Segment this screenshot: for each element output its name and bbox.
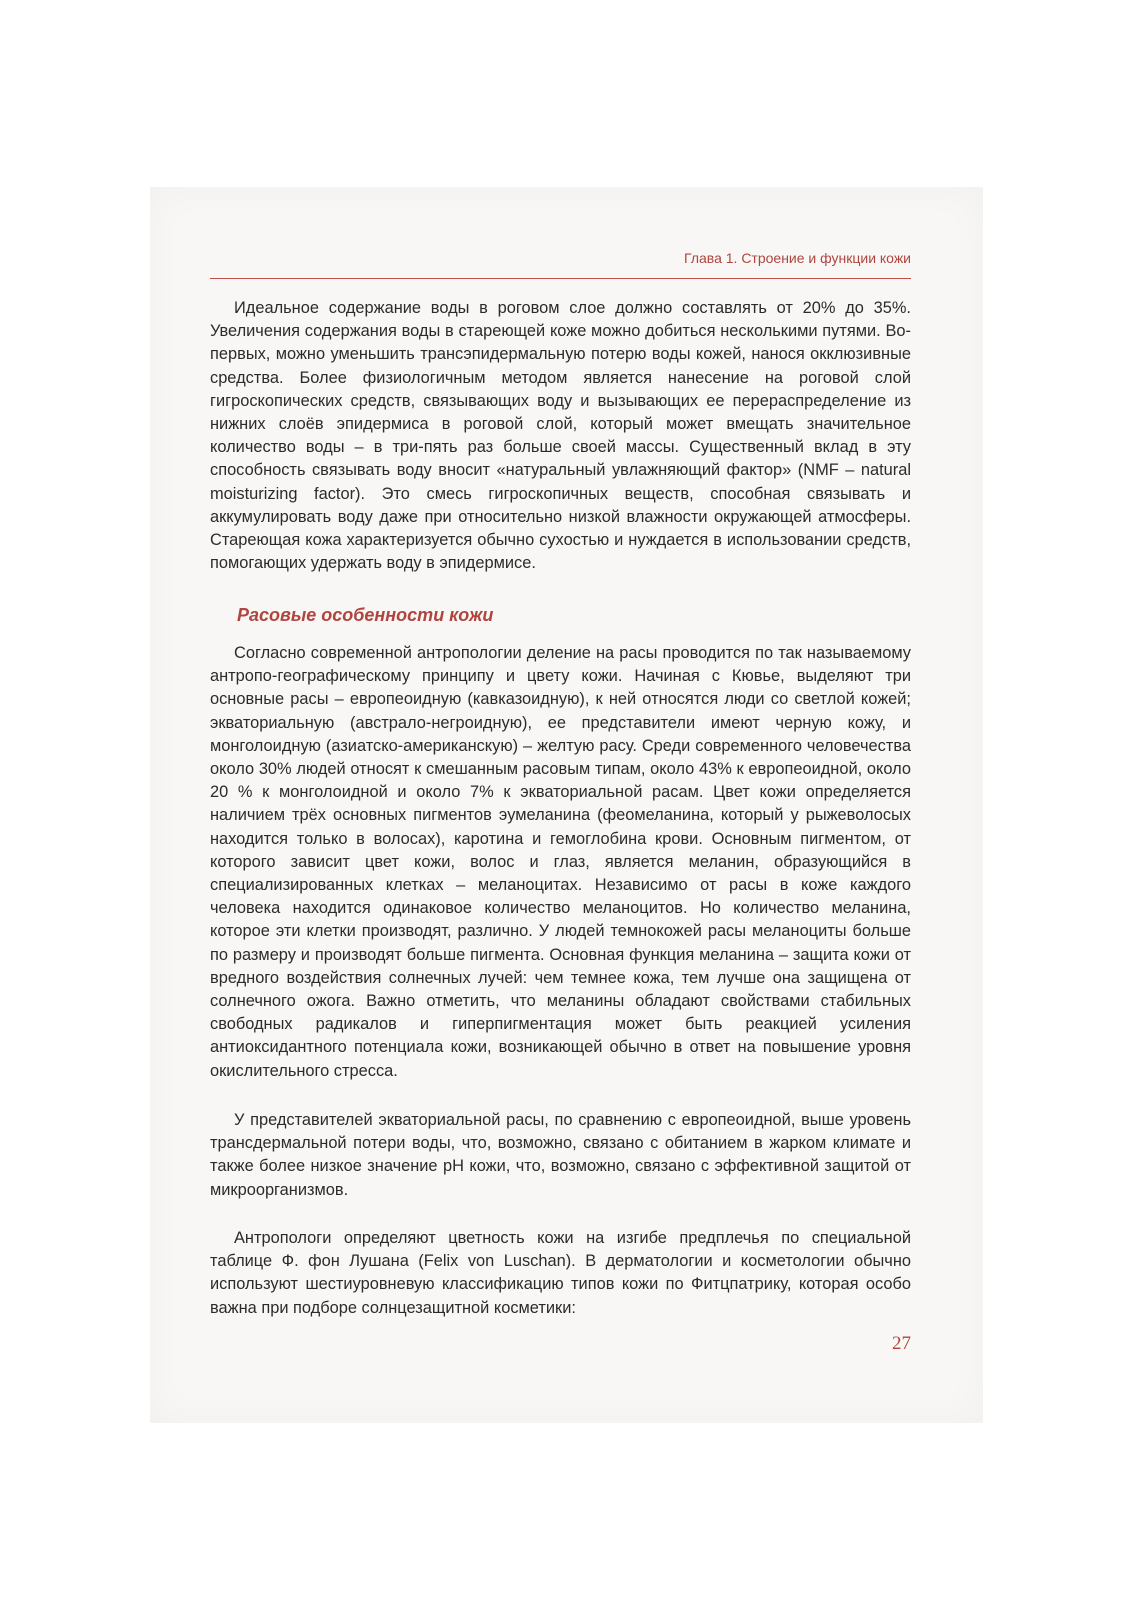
paragraph-text: У представителей экваториальной расы, по сравнению с европеоидной, выше уровень трансдермальной потери воды, что, возможно, связано с обитанием в жарком климате и также более низкое значение pH кожи, что, возможно, связано с эффективной защитой от микроорганизмов. [210, 1111, 911, 1199]
section-heading: Расовые особенности кожи [237, 605, 494, 625]
book-page [150, 187, 983, 1423]
paragraph-text: Согласно современной антропологии деление на расы проводится по так называемому антропо-географическому принципу и цвету кожи. Начиная с Кювье, выделяют три основные расы – европеоидную (кавказоидную), к ней относятся люди со светлой кожей; экваториальную (австрало-негроидную), ее представители имеют черную кожу, и монголоидную (азиатско-американскую) – желтую расу. Среди современного человечества около 30% людей относят к смешанным расовым типам, около 43% к европеоидной, около 20 % к монголоидной и около 7% к экваториальной расам. Цвет кожи определяется наличием трёх основных пигментов эумеланина (феомеланина, который у рыжеволосых находится только в волосах), каротина и гемоглобина крови. Основным пигментом, от которого зависит цвет кожи, волос и глаз, является меланин, образующийся в специализированных клетках – меланоцитах. Независимо от расы в коже каждого человека находится одинаковое количество меланоцитов. Но количество меланина, которое эти клетки производят, различно. У людей темнокожей расы меланоциты больше по размеру и производят больше пигмента. Основная функция меланина – защита кожи от вредного воздействия солнечных лучей: чем темнее кожа, тем лучше она защищена от солнечного ожога. Важно отметить, что меланины обладают свойствами стабильных свободных радикалов и гиперпигментация может быть реакцией усиления антиоксидантного потенциала кожи, возникающей обычно в ответ на повышение уровня окислительного стресса. [210, 644, 911, 1080]
paragraph-classification [210, 1227, 911, 1320]
running-header: Глава 1. Строение и функции кожи [684, 250, 911, 266]
page-number: 27 [892, 1333, 911, 1354]
paragraph-equatorial [210, 1109, 911, 1202]
paragraph-races [210, 642, 911, 1083]
paragraph-text: Антропологи определяют цветность кожи на изгибе предплечья по специальной таблице Ф. фон Лушана (Felix von Luschan). В дерматологии и косметологии обычно используют шестиуровневую классификацию типов кожи по Фитцпатрику, которая особо важна при подборе солнцезащитной косметики: [210, 1229, 911, 1317]
paragraph-text: Идеальное содержание воды в роговом слое должно составлять от 20% до 35%. Увеличения содержания воды в стареющей коже можно добиться несколькими путями. Во-первых, можно уменьшить трансэпидермальную потерю воды кожей, нанося окклюзивные средства. Более физиологичным методом является нанесение на роговой слой гигроскопических средств, связывающих воду и вызывающих ее перераспределение из нижних слоёв эпидермиса в роговой слой, который может вмещать значительное количество воды – в три-пять раз больше своей массы. Существенный вклад в эту способность связывать воду вносит «натуральный увлажняющий фактор» (NMF – natural moisturizing factor). Это смесь гигроскопичных веществ, способная связывать и аккумулировать воду даже при относительно низкой влажности окружающей атмосферы. Стареющая кожа характеризуется обычно сухостью и нуждается в использовании средств, помогающих удержать воду в эпидермисе. [210, 299, 911, 573]
header-divider [210, 278, 911, 279]
paragraph-water-content [210, 297, 911, 575]
